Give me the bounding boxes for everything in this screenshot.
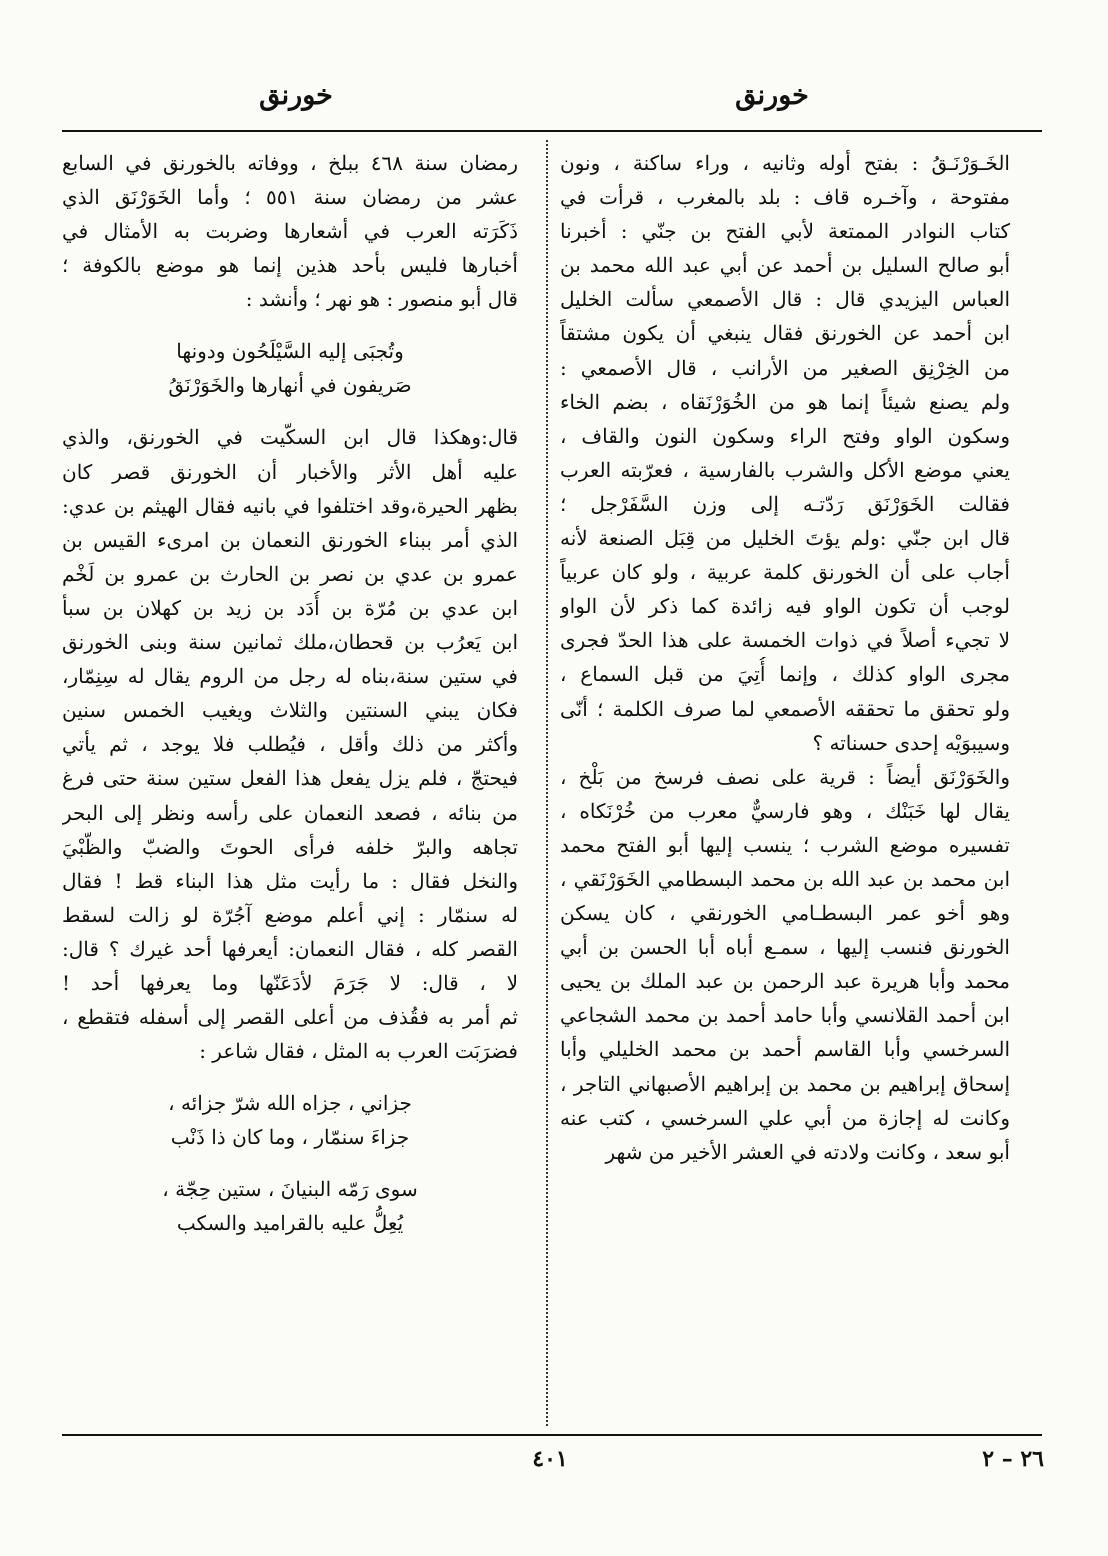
text-line: العباس اليزيدي قال : قال الأصمعي سألت الخليل	[560, 287, 1010, 312]
text-line: تفسيره موضع الشرب ؛ ينسب إليها أبو الفتح محمد	[560, 832, 1010, 857]
verse-line: صَريفون في أنهارها والخَوَرْنَقُ	[168, 373, 412, 398]
text-line: ابن أحمد عن الخورنق فقال ينبغي أن يكون مشتقاً	[560, 321, 1010, 346]
text-line: القصر كله ، فقال النعمان: أيعرفها أحد غيرك ؟ قال:	[62, 936, 518, 961]
left-column	[62, 146, 518, 1432]
text-line: السرخسي وأبا القاسم أحمد بن محمد الخليلي وأبا	[560, 1037, 1010, 1062]
text-line: قال:وهكذا قال ابن السكّيت في الخورنق، والذي	[62, 425, 518, 450]
text-line: مجرى الواو كذلك ، وإنما أُتِيَ من قبل السماع ،	[560, 662, 1010, 687]
text-line: إسحاق إبراهيم بن محمد بن إبراهيم الأصبهاني التاجر ،	[560, 1071, 1010, 1096]
text-line: أخبارها فليس بأحد هذين إنما هو موضع بالكوفة ؛	[62, 253, 518, 278]
text-line: فكان يبني السنتين والثلاث ويغيب الخمس سنين	[62, 698, 518, 723]
footer-rule	[62, 1434, 1042, 1436]
text-line: قال ابن جنّي :ولم يؤتَ الخليل من قِبَل الصنعة لأنه	[560, 526, 1010, 551]
text-line: ابن عدي بن مُرّة بن أُدَد بن زيد بن كهلان بن سبأ	[62, 595, 518, 620]
header-word-right: خورنق	[735, 80, 809, 111]
text-line: أبو سعد ، وكانت ولادته في العشر الأخير من شهر	[605, 1139, 1010, 1164]
text-line: ثم أمر به فقُذف من أعلى القصر إلى أسفله فتقطع ،	[62, 1005, 518, 1030]
text-line: فيحتجّ ، فلم يزل يفعل هذا الفعل ستين سنة حتى فرغ	[62, 766, 518, 791]
text-line: وأكثر من ذلك وأقل ، فيُطلب فلا يوجد ، ثم يأتي	[62, 732, 518, 757]
verse-spacer	[62, 316, 518, 334]
text-line: لا ، قال: لا جَرَمَ لأدَعَنّها وما يعرفها أحد !	[62, 970, 518, 995]
text-line: الخورنق فنسب إليها ، سمـع أباه أبا الحسن بن أبي	[560, 935, 1010, 960]
text-line: والنخل فقال : ما رأيت مثل هذا البناء قط ! فقال	[62, 868, 518, 893]
text-line: كتاب النوادر الممتعة لأبي الفتح بن جنّي : أخبرنا	[560, 219, 1010, 244]
text-line: فضرَبَت العرب به المثل ، فقال شاعر :	[199, 1039, 518, 1064]
text-line: أجاب على أن الخورنق كلمة عربية ، ولو كان عربياً	[560, 560, 1010, 585]
text-line: يعني موضع الأكل والشرب بالفارسية ، فعرّبته العرب	[560, 457, 1010, 482]
verse-line: سوى رَمّه البنيانَ ، ستين حِجّة ،	[162, 1177, 418, 1202]
text-line: وسيبوَيْه إحدى حسناته ؟	[812, 730, 1010, 755]
verse-spacer	[62, 1068, 518, 1086]
text-line: الذي أمر ببناء الخورنق النعمان بن امرىء القيس بن	[62, 527, 518, 552]
text-line: عشر من رمضان سنة ٥٥١ ؛ وأما الخَوَرْنَق الذي	[62, 185, 518, 210]
text-line: رمضان سنة ٤٦٨ ببلخ ، ووفاته بالخورنق في السابع	[62, 151, 518, 175]
text-line: له سنمّار : إني أعلم موضع آجُرّة لو زالت لسقط	[62, 902, 518, 927]
text-line: أبو صالح السليل بن أحمد عن أبي عبد الله محمد بن	[560, 253, 1010, 278]
text-line: لوجب أن تكون الواو فيه زائدة كما ذكر لأن الواو	[560, 594, 1010, 619]
verse-line: يُعِلُّ عليه بالقراميد والسكب	[176, 1211, 404, 1236]
verse-spacer	[62, 402, 518, 420]
column-divider	[546, 140, 548, 1426]
header-rule	[62, 130, 1042, 132]
text-line: عمرو بن عدي بن نصر بن الحارث بن عمرو بن لَخْم	[62, 561, 518, 586]
text-line: لا تجيء أصلاً في ذوات الخمسة على هذا الحدّ فجرى	[560, 628, 1010, 653]
text-line: والخَوَرْنَق أيضاً : قرية على نصف فرسخ من بَلْخ ،	[560, 764, 1010, 789]
text-line: وكانت له إجازة من أبي علي السرخسي ، كتب عنه	[560, 1105, 1010, 1130]
text-line: ابن يَعرُب بن قحطان،ملك ثمانين سنة وبنى الخورنق	[62, 630, 518, 655]
text-line: مفتوحة ، وآخـره قاف : بلد بالمغرب ، قرأت في	[560, 185, 1010, 210]
verse-line: جزاءَ سنمّار ، وما كان ذا ذَنْب	[170, 1125, 410, 1150]
text-line: يقال لها خَبَنْك ، وهو فارسيٌّ معرب من خُرْنَكاه ،	[560, 798, 1010, 823]
text-line: وسكون الواو وفتح الراء وسكون النون والقاف ،	[560, 423, 1010, 448]
text-line: في ستين سنة،بناه له رجل من الروم يقال له سِنِمّار،	[62, 664, 518, 689]
text-line: ولو تحقق ما تحققه الأصمعي لما صرف الكلمة ؛ أنّى	[560, 696, 1010, 721]
text-line: ولم يصنع شيئاً إنما هو من الخُوَرْنَقاه ، بضم الخاء	[560, 389, 1010, 414]
text-line: بظهر الحيرة،وقد اختلفوا في بانيه فقال الهيثم بن عدي:	[62, 493, 518, 518]
text-line: الخَـوَرْنَـقُ : بفتح أوله وثانيه ، وراء ساكنة ، ونون	[560, 151, 1010, 175]
text-line: ابن محمد بن عبد الله بن محمد البسطامي الخَوَرْنَقي ،	[560, 866, 1010, 891]
verse-line: جزاني ، جزاه الله شرّ جزائه ،	[168, 1091, 412, 1116]
text-line: فقالت الخَوَرْنَق رَدّتـه إلى وزن السَّفَرْجل ؛	[560, 491, 1010, 516]
header-word-left: خورنق	[259, 80, 333, 111]
text-line: من الخِرْنِق الصغير من الأرانب ، قال الأصمعي :	[560, 355, 1010, 380]
text-line: من بنائه ، فصعد النعمان على رأسه ونظر إلى البحر	[62, 800, 518, 825]
page-number: ٤٠١	[532, 1446, 568, 1472]
text-line: محمد وأبا هريرة عبد الرحمن بن عبد الملك بن يحيى	[560, 969, 1010, 994]
text-line: ابن أحمد القلانسي وأبا حامد أحمد بن محمد الشجاعي	[560, 1003, 1010, 1028]
text-line: عليه أهل الأثر والأخبار أن الخورنق قصر كان	[62, 459, 518, 484]
text-line: ذَكَرَته العرب في أشعارها وضربت به الأمثال في	[62, 219, 518, 244]
volume-reference: ٢٦ – ٢	[982, 1446, 1044, 1472]
text-line: وهو أخو عمر البسطـامي الخورنقي ، كان يسكن	[560, 901, 1010, 926]
right-column	[560, 146, 1010, 1432]
text-line: تجاهه والبرّ خلفه فرأى الحوتَ والضبّ والظّبْيَ	[62, 834, 518, 859]
verse-spacer	[62, 1154, 518, 1172]
text-line: قال أبو منصور : هو نهر ؛ وأنشد :	[245, 287, 518, 312]
verse-line: وتُجبَى إليه السَّيْلَحُون ودونها	[176, 339, 404, 364]
